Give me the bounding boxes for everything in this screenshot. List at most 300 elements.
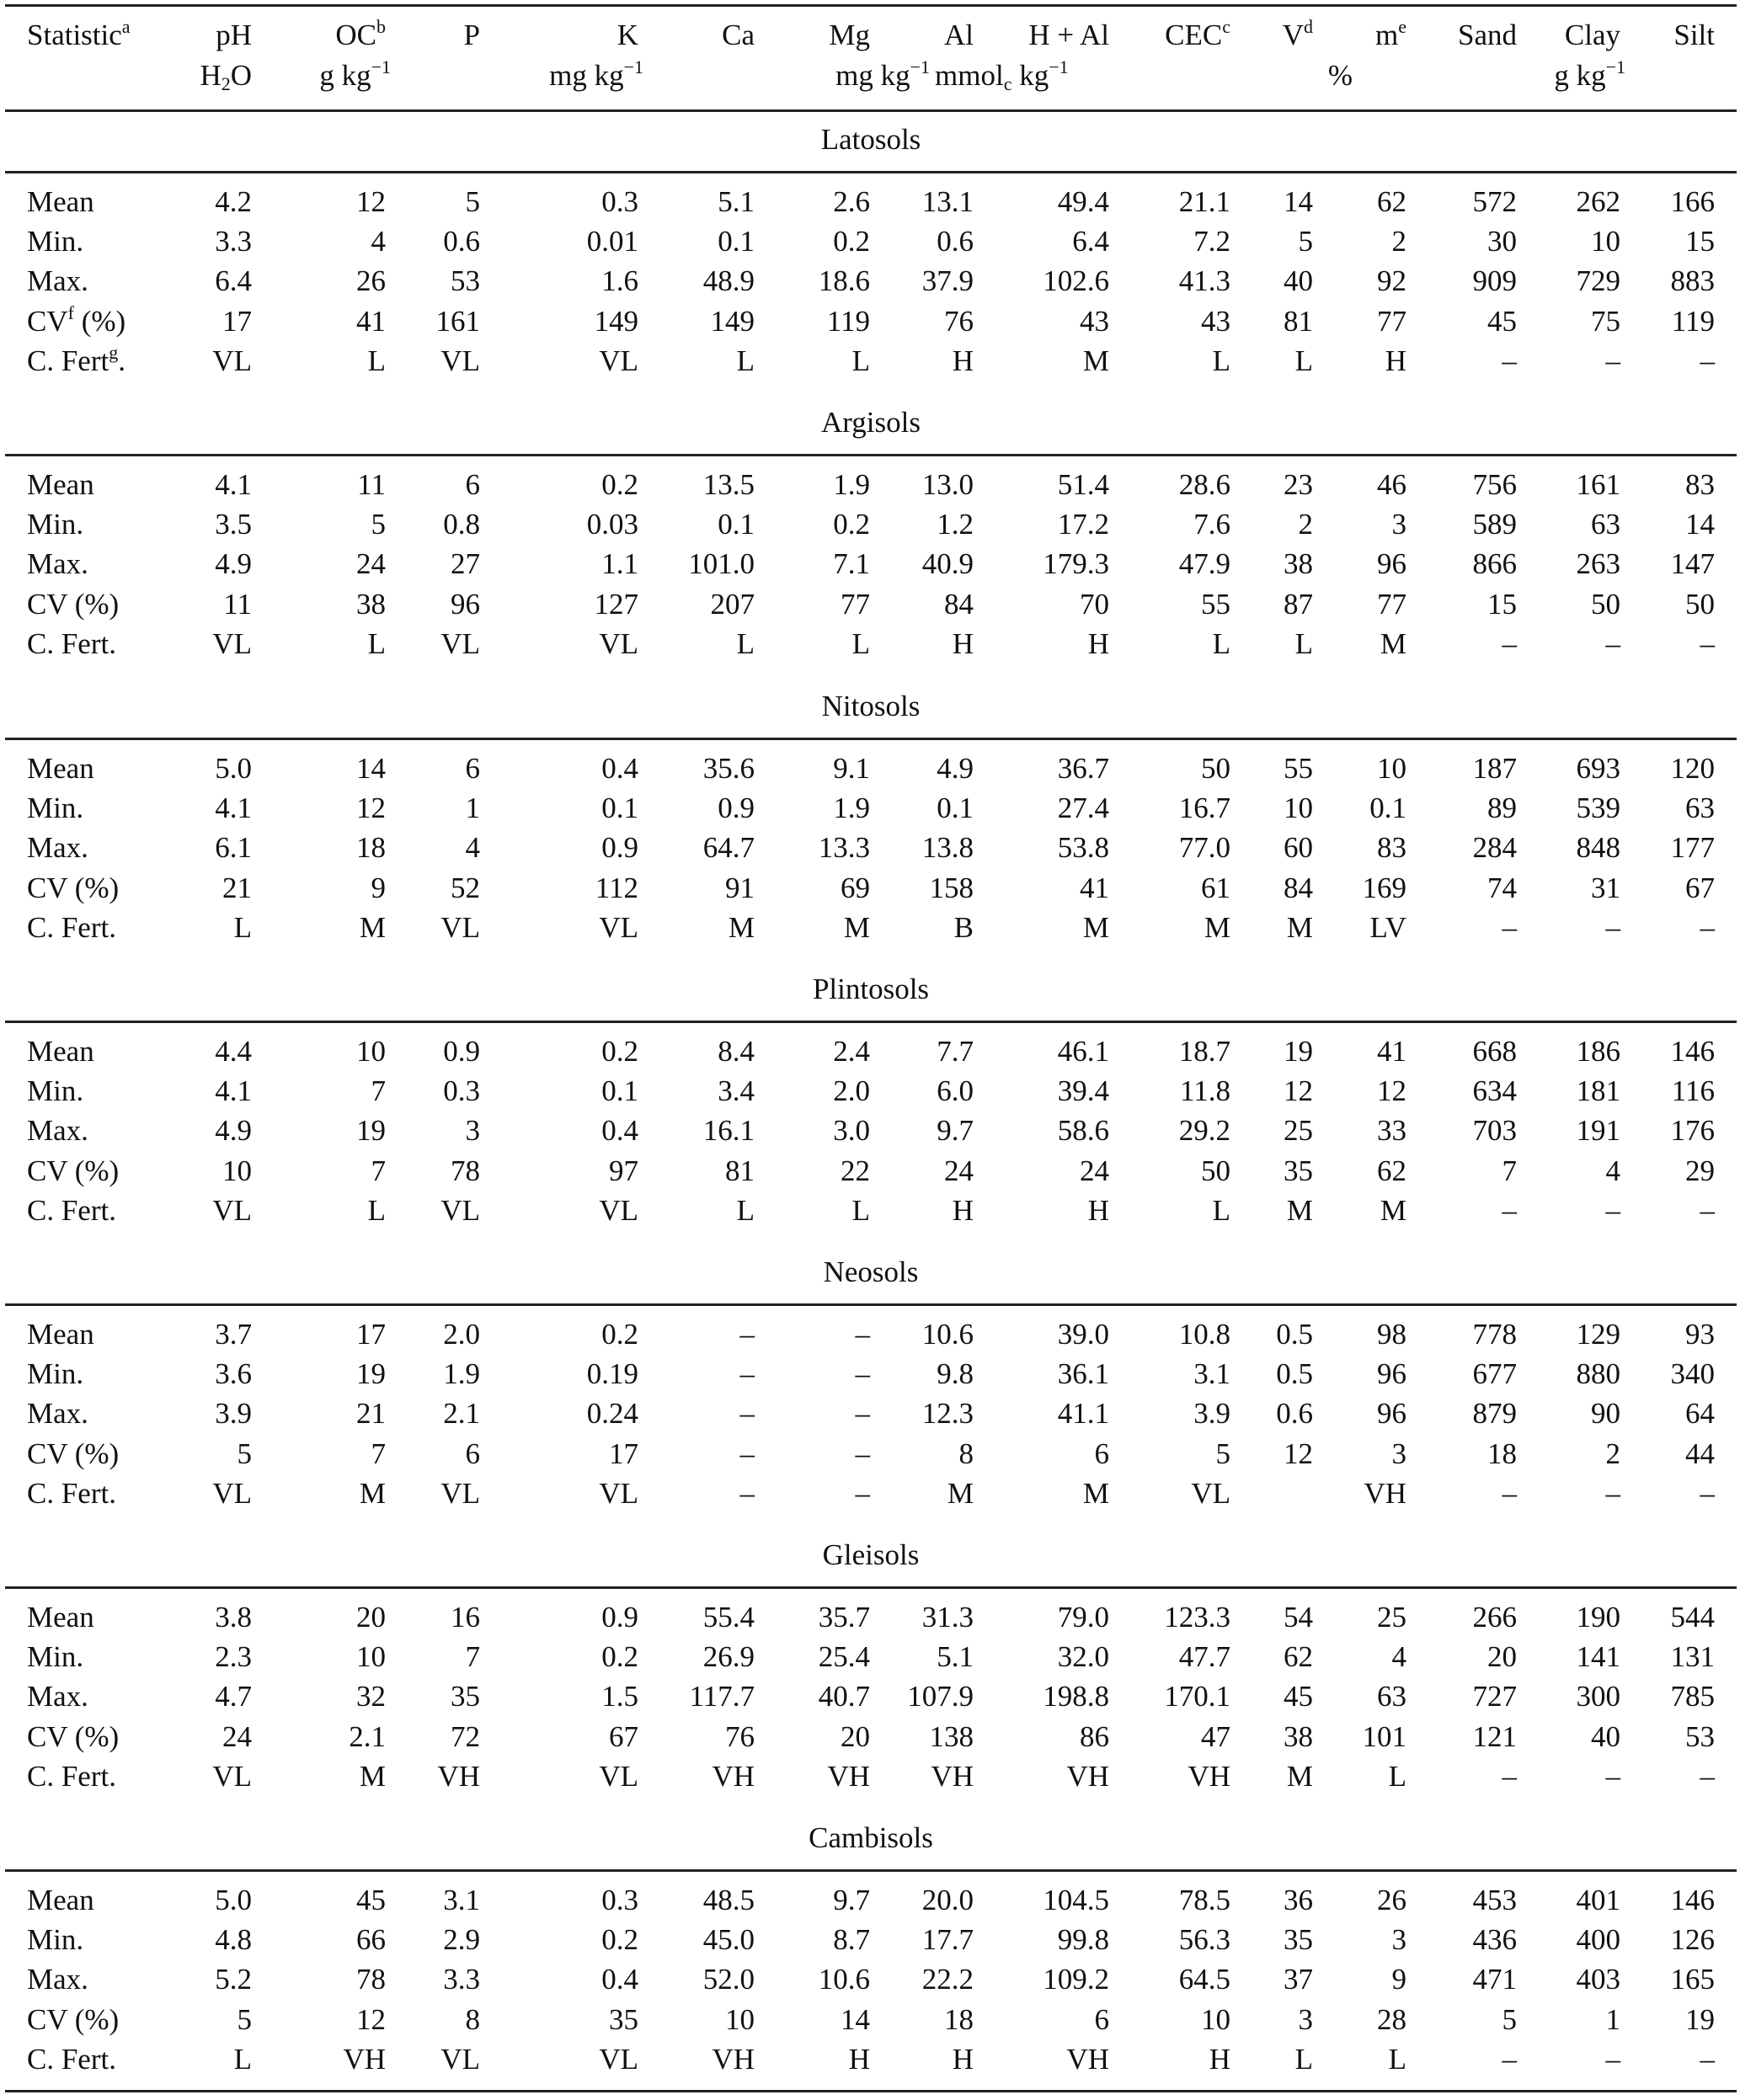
table-cell: – (1502, 910, 1517, 944)
table-cell: 5.0 (215, 752, 252, 785)
table-cell: VH (1066, 1759, 1109, 1793)
table-cell: L (1294, 626, 1313, 660)
row-label: CV (%) (27, 587, 120, 621)
table-cell: L (233, 2042, 252, 2076)
table-cell: 36.1 (1057, 1357, 1109, 1391)
table-cell: 98 (1377, 1318, 1406, 1351)
table-cell: – (1605, 2042, 1620, 2076)
table-cell: 3 (1298, 2002, 1313, 2036)
table-cell: 20 (1487, 1640, 1517, 1674)
table-cell: L (736, 626, 755, 660)
table-cell: 4.9 (937, 752, 974, 785)
table-cell: 158 (929, 871, 974, 904)
table-cell: 43 (1080, 304, 1109, 338)
table-cell: L (736, 1193, 755, 1227)
table-cell: 0.2 (601, 1923, 638, 1957)
table-cell: 24 (356, 547, 386, 581)
table-cell: 756 (1472, 468, 1517, 501)
row-label: Max. (27, 1397, 88, 1431)
table-cell: VL (212, 1476, 252, 1510)
table-cell: 15 (1487, 587, 1517, 621)
table-cell: 70 (1080, 587, 1109, 621)
row-label: Max. (27, 1114, 88, 1148)
table-cell: 55.4 (702, 1601, 755, 1634)
table-cell: 7.7 (937, 1035, 974, 1068)
table-cell: 7 (465, 1640, 480, 1674)
table-cell: 16 (451, 1601, 480, 1634)
table-cell: 147 (1670, 547, 1715, 581)
table-cell: 1.9 (443, 1357, 480, 1391)
unit-h-al: mmol$_c$ $kg^{-1}$ (935, 56, 1069, 94)
table-cell: 41 (1377, 1035, 1406, 1068)
header-ca: Ca (722, 19, 755, 51)
table-cell: 2.1 (443, 1397, 480, 1431)
row-label: Min. (27, 791, 84, 825)
table-cell: 177 (1670, 831, 1715, 865)
table-cell: 9.1 (833, 752, 870, 785)
table-cell: 10 (725, 2002, 755, 2036)
table-cell: L (736, 344, 755, 377)
row-label: Mean (27, 1318, 94, 1351)
table-cell: 18 (356, 831, 386, 865)
row-label: C. Fert. (27, 1476, 116, 1510)
table-cell: VL (1191, 1476, 1230, 1510)
table-cell: 266 (1472, 1601, 1517, 1634)
table-cell: 2 (1391, 225, 1406, 259)
table-cell: 26 (1377, 1884, 1406, 1916)
row-label: Mean (27, 752, 94, 785)
table-cell: 149 (594, 304, 638, 338)
table-cell: 25 (1284, 1114, 1313, 1148)
table-cell: 38 (1284, 547, 1313, 581)
table-cell: 170.1 (1164, 1680, 1230, 1714)
table-cell: 63 (1685, 791, 1715, 825)
table-cell: 3.5 (215, 508, 252, 541)
table-cell: 6.0 (937, 1074, 974, 1108)
table-cell: 48.9 (702, 264, 755, 298)
table-cell: 3.1 (1193, 1357, 1230, 1391)
table-cell: – (1605, 910, 1620, 944)
section-rule-latosols (5, 171, 1737, 173)
table-cell: 63 (1377, 1680, 1406, 1714)
table-cell: 19 (356, 1114, 386, 1148)
table-cell: 47.9 (1178, 547, 1230, 581)
table-cell: 41.3 (1178, 264, 1230, 298)
table-cell: 13.8 (921, 831, 974, 865)
table-cell: 4.1 (215, 1074, 252, 1108)
table-cell: 9.7 (833, 1884, 870, 1916)
table-cell: – (1700, 1759, 1715, 1793)
section-title-argisols: Argisols (821, 406, 921, 439)
section-rule-plintosols (5, 1021, 1737, 1023)
row-label: Mean (27, 1884, 94, 1916)
table-cell: 107.9 (907, 1680, 974, 1714)
table-cell: L (367, 344, 386, 377)
table-cell: 186 (1576, 1035, 1620, 1068)
table-cell: 4.1 (215, 791, 252, 825)
row-label: CV (%) (27, 1719, 120, 1753)
table-cell: 0.4 (601, 1114, 638, 1148)
table-cell: 66 (356, 1923, 386, 1957)
table-cell: 97 (609, 1154, 638, 1187)
table-cell: 0.1 (718, 225, 755, 259)
table-cell: 17 (222, 304, 252, 338)
table-cell: 7 (1502, 1154, 1517, 1187)
table-cell: 5 (1215, 1436, 1230, 1470)
table-cell: 25 (1377, 1601, 1406, 1634)
table-cell: 10.6 (818, 1963, 870, 1996)
table-cell: 6.4 (215, 264, 252, 298)
table-cell: VH (1188, 1759, 1230, 1793)
header-silt: Silt (1673, 19, 1715, 51)
table-cell: 729 (1576, 264, 1620, 298)
table-cell: 161 (435, 304, 480, 338)
table-cell: 2.0 (443, 1318, 480, 1351)
table-cell: 0.3 (601, 1884, 638, 1916)
table-cell: 89 (1487, 791, 1517, 825)
section-title-neosols: Neosols (823, 1255, 919, 1288)
table-cell: 703 (1472, 1114, 1517, 1148)
table-cell: 50 (1201, 752, 1230, 785)
table-cell: 0.19 (586, 1357, 638, 1391)
table-cell: 572 (1472, 185, 1517, 218)
table-cell: 1.5 (601, 1680, 638, 1714)
table-cell: 207 (710, 587, 755, 621)
table-cell: 127 (594, 587, 638, 621)
table-cell: 64.7 (702, 831, 755, 865)
table-cell: 3.9 (1193, 1397, 1230, 1431)
table-cell: 77 (841, 587, 870, 621)
table-cell: 2.0 (833, 1074, 870, 1108)
table-cell: 1.1 (601, 547, 638, 581)
table-cell: 5 (1298, 225, 1313, 259)
table-cell: 3.3 (215, 225, 252, 259)
table-cell: 8 (958, 1436, 974, 1470)
table-cell: 634 (1472, 1074, 1517, 1108)
table-cell: M (1286, 910, 1313, 944)
table-cell: 20 (841, 1719, 870, 1753)
table-cell: 43 (1201, 304, 1230, 338)
table-cell: – (739, 1357, 755, 1391)
row-label: C. Fert. (27, 1193, 116, 1227)
table-cell: 785 (1670, 1680, 1715, 1714)
table-cell: 21.1 (1178, 185, 1230, 218)
table-cell: 35 (451, 1680, 480, 1714)
table-cell: M (1380, 626, 1406, 660)
table-cell: 14 (1685, 508, 1715, 541)
table-cell: 677 (1472, 1357, 1517, 1391)
table-cell: VL (599, 1193, 638, 1227)
table-cell: 7.6 (1193, 508, 1230, 541)
table-cell: 693 (1576, 752, 1620, 785)
header-clay: Clay (1564, 19, 1620, 51)
table-cell: 165 (1670, 1963, 1715, 1996)
table-cell: VH (1066, 2042, 1109, 2076)
table-cell: 22.2 (921, 1963, 974, 1996)
unit-v-m: % (1327, 59, 1353, 92)
table-cell: 116 (1671, 1074, 1715, 1108)
table-cell: 78 (451, 1154, 480, 1187)
table-cell: 35.7 (818, 1601, 870, 1634)
table-cell: M (1204, 910, 1230, 944)
table-cell: 0.4 (601, 1963, 638, 1996)
table-cell: 5 (465, 185, 480, 218)
table-cell: 10 (222, 1154, 252, 1187)
table-cell: 119 (1671, 304, 1715, 338)
header-h-al: H + Al (1028, 19, 1109, 51)
table-cell: 28 (1377, 2002, 1406, 2036)
table-cell: – (855, 1357, 870, 1391)
table-cell: 1.6 (601, 264, 638, 298)
table-cell: 29 (1685, 1154, 1715, 1187)
table-cell: – (1700, 626, 1715, 660)
header-bottom-rule (5, 109, 1737, 112)
table-cell: 5.2 (215, 1963, 252, 1996)
table-cell: 0.6 (937, 225, 974, 259)
table-cell: 5.1 (937, 1640, 974, 1674)
table-cell: 35 (1284, 1923, 1313, 1957)
table-cell: 64 (1685, 1397, 1715, 1431)
table-cell: M (1380, 1193, 1406, 1227)
table-cell: 21 (356, 1397, 386, 1431)
table-cell: 0.9 (601, 831, 638, 865)
table-cell: 51.4 (1057, 468, 1109, 501)
row-label: Mean (27, 468, 94, 501)
table-cell: M (1286, 1193, 1313, 1227)
table-cell: 41 (1080, 871, 1109, 904)
table-cell: VL (212, 626, 252, 660)
table-cell: H (1087, 1193, 1109, 1227)
table-cell: 86 (1080, 1719, 1109, 1753)
table-cell: 96 (1377, 1357, 1406, 1391)
table-cell: 17.2 (1057, 508, 1109, 541)
table-cell: 848 (1576, 831, 1620, 865)
table-cell: – (1502, 1476, 1517, 1510)
table-cell: 4 (371, 225, 386, 259)
table-cell: 112 (595, 871, 638, 904)
table-cell: 77.0 (1178, 831, 1230, 865)
table-cell: L (851, 626, 870, 660)
table-cell: 0.3 (601, 185, 638, 218)
row-label: CV (%) (27, 871, 120, 904)
table-cell: 36.7 (1057, 752, 1109, 785)
row-label: Min. (27, 1074, 84, 1108)
table-cell: VL (599, 626, 638, 660)
section-rule-argisols (5, 454, 1737, 456)
table-cell: 12 (356, 2002, 386, 2036)
row-label: $CV^f$ (%) (27, 301, 126, 338)
table-cell: 13.1 (921, 185, 974, 218)
table-cell: 0.1 (937, 791, 974, 825)
table-cell: 5 (371, 508, 386, 541)
header-al: Al (944, 19, 974, 51)
table-cell: 76 (944, 304, 974, 338)
table-cell: 3.6 (215, 1357, 252, 1391)
table-cell: 119 (826, 304, 870, 338)
table-cell: 453 (1472, 1884, 1517, 1916)
row-label: Mean (27, 1601, 94, 1634)
row-label: C. Fert. (27, 910, 116, 944)
table-cell: 77 (1377, 304, 1406, 338)
table-cell: 18 (944, 2002, 974, 2036)
table-cell: 5.1 (718, 185, 755, 218)
table-cell: 77 (1377, 587, 1406, 621)
table-cell: 22 (841, 1154, 870, 1187)
table-cell: 0.3 (443, 1074, 480, 1108)
table-cell: 3.0 (833, 1114, 870, 1148)
table-cell: L (367, 626, 386, 660)
table-cell: 0.03 (586, 508, 638, 541)
unit-clay: g $kg^{-1}$ (1554, 56, 1625, 92)
table-cell: 58.6 (1057, 1114, 1109, 1148)
table-cell: 45 (1487, 304, 1517, 338)
table-cell: 403 (1576, 1963, 1620, 1996)
table-cell: VH (343, 2042, 386, 2076)
header-k: K (616, 19, 638, 51)
row-label: Min. (27, 225, 84, 259)
table-cell: VL (440, 2042, 480, 2076)
table-cell: VH (712, 2042, 755, 2076)
table-cell: H (952, 344, 974, 377)
table-cell: 17.7 (921, 1923, 974, 1957)
section-title-nitosols: Nitosols (821, 690, 921, 722)
table-cell: 24 (944, 1154, 974, 1187)
table-cell: 21 (222, 871, 252, 904)
table-cell: 190 (1576, 1601, 1620, 1634)
table-cell: 64.5 (1178, 1963, 1230, 1996)
table-cell: 19 (1284, 1035, 1313, 1068)
table-cell: 6 (1094, 1436, 1109, 1470)
table-cell: 28.6 (1178, 468, 1230, 501)
table-cell: 10 (1201, 2002, 1230, 2036)
table-cell: 4 (1391, 1640, 1406, 1674)
table-cell: 41.1 (1057, 1397, 1109, 1431)
table-cell: 4.7 (215, 1680, 252, 1714)
table-cell: 149 (710, 304, 755, 338)
table-cell: VL (599, 1759, 638, 1793)
table-cell: 13.5 (702, 468, 755, 501)
table-cell: 11 (357, 468, 386, 501)
table-cell: 32.0 (1057, 1640, 1109, 1674)
table-cell: 7 (371, 1154, 386, 1187)
table-cell: 4.9 (215, 1114, 252, 1148)
table-cell: 2.3 (215, 1640, 252, 1674)
row-label: Mean (27, 185, 94, 218)
table-cell: 24 (222, 1719, 252, 1753)
table-cell: 0.24 (586, 1397, 638, 1431)
table-cell: 18 (1487, 1436, 1517, 1470)
table-cell: M (728, 910, 755, 944)
table-cell: 179.3 (1043, 547, 1109, 581)
table-cell: 45.0 (702, 1923, 755, 1957)
table-cell: 44 (1685, 1436, 1715, 1470)
table-cell: 53 (451, 264, 480, 298)
top-rule (5, 4, 1737, 7)
table-cell: 62 (1377, 185, 1406, 218)
table-cell: 880 (1576, 1357, 1620, 1391)
row-label: CV (%) (27, 1154, 120, 1187)
table-cell: 262 (1576, 185, 1620, 218)
table-cell: 0.2 (601, 468, 638, 501)
table-cell: 146 (1670, 1035, 1715, 1068)
table-cell: 35 (609, 2002, 638, 2036)
table-cell: 4.2 (215, 185, 252, 218)
table-cell: 2 (1605, 1436, 1620, 1470)
table-cell: 181 (1576, 1074, 1620, 1108)
table-cell: – (1700, 1193, 1715, 1227)
table-cell: 84 (944, 587, 974, 621)
table-cell: 198.8 (1043, 1680, 1109, 1714)
row-label: Mean (27, 1035, 94, 1068)
table-cell: H (848, 2042, 870, 2076)
table-cell: 96 (451, 587, 480, 621)
table-cell: 2.1 (349, 1719, 386, 1753)
table-cell: 187 (1472, 752, 1517, 785)
table-cell: 2.9 (443, 1923, 480, 1957)
table-cell: 471 (1472, 1963, 1517, 1996)
section-rule-nitosols (5, 738, 1737, 740)
table-cell: 0.01 (586, 225, 638, 259)
table-cell: 3.8 (215, 1601, 252, 1634)
table-cell: 2.6 (833, 185, 870, 218)
table-cell: – (1502, 1193, 1517, 1227)
table-cell: 67 (1685, 871, 1715, 904)
table-cell: 117.7 (689, 1680, 755, 1714)
table-cell: 0.1 (601, 1074, 638, 1108)
table-cell: 13.0 (921, 468, 974, 501)
table-cell: 91 (725, 871, 755, 904)
table-cell: 401 (1576, 1884, 1620, 1916)
header-v: $V^d$ (1282, 16, 1313, 51)
table-cell: – (1502, 2042, 1517, 2076)
section-rule-cambisols (5, 1869, 1737, 1872)
table-cell: 27.4 (1057, 791, 1109, 825)
table-cell: H (1087, 626, 1109, 660)
table-cell: 67 (609, 1719, 638, 1753)
header-sand: Sand (1458, 19, 1517, 51)
table-cell: 46.1 (1057, 1035, 1109, 1068)
table-cell: 0.2 (833, 508, 870, 541)
table-cell: – (1700, 910, 1715, 944)
table-cell: VL (440, 626, 480, 660)
table-cell: 10 (1284, 791, 1313, 825)
table-cell: – (1502, 344, 1517, 377)
header-p: P (463, 19, 480, 51)
table-cell: 3.3 (443, 1963, 480, 1996)
table-cell: 76 (725, 1719, 755, 1753)
table-cell: 40.9 (921, 547, 974, 581)
table-cell: 10.8 (1178, 1318, 1230, 1351)
table-cell: 19 (1685, 2002, 1715, 2036)
table-cell: 38 (356, 587, 386, 621)
table-cell: 12 (356, 791, 386, 825)
table-cell: 101 (1362, 1719, 1406, 1753)
table-cell: B (953, 910, 974, 944)
table-cell: 12 (1284, 1436, 1313, 1470)
table-cell: 47.7 (1178, 1640, 1230, 1674)
table-cell: 109.2 (1043, 1963, 1109, 1996)
table-cell: – (739, 1397, 755, 1431)
table-cell: VH (1364, 1476, 1406, 1510)
table-cell: 10 (1377, 752, 1406, 785)
table-cell: 41 (356, 304, 386, 338)
table-cell: 12 (356, 185, 386, 218)
table-cell: 18.6 (818, 264, 870, 298)
table-cell: 0.2 (833, 225, 870, 259)
table-cell: – (855, 1397, 870, 1431)
table-cell: 7 (371, 1436, 386, 1470)
table-cell: 39.0 (1057, 1318, 1109, 1351)
